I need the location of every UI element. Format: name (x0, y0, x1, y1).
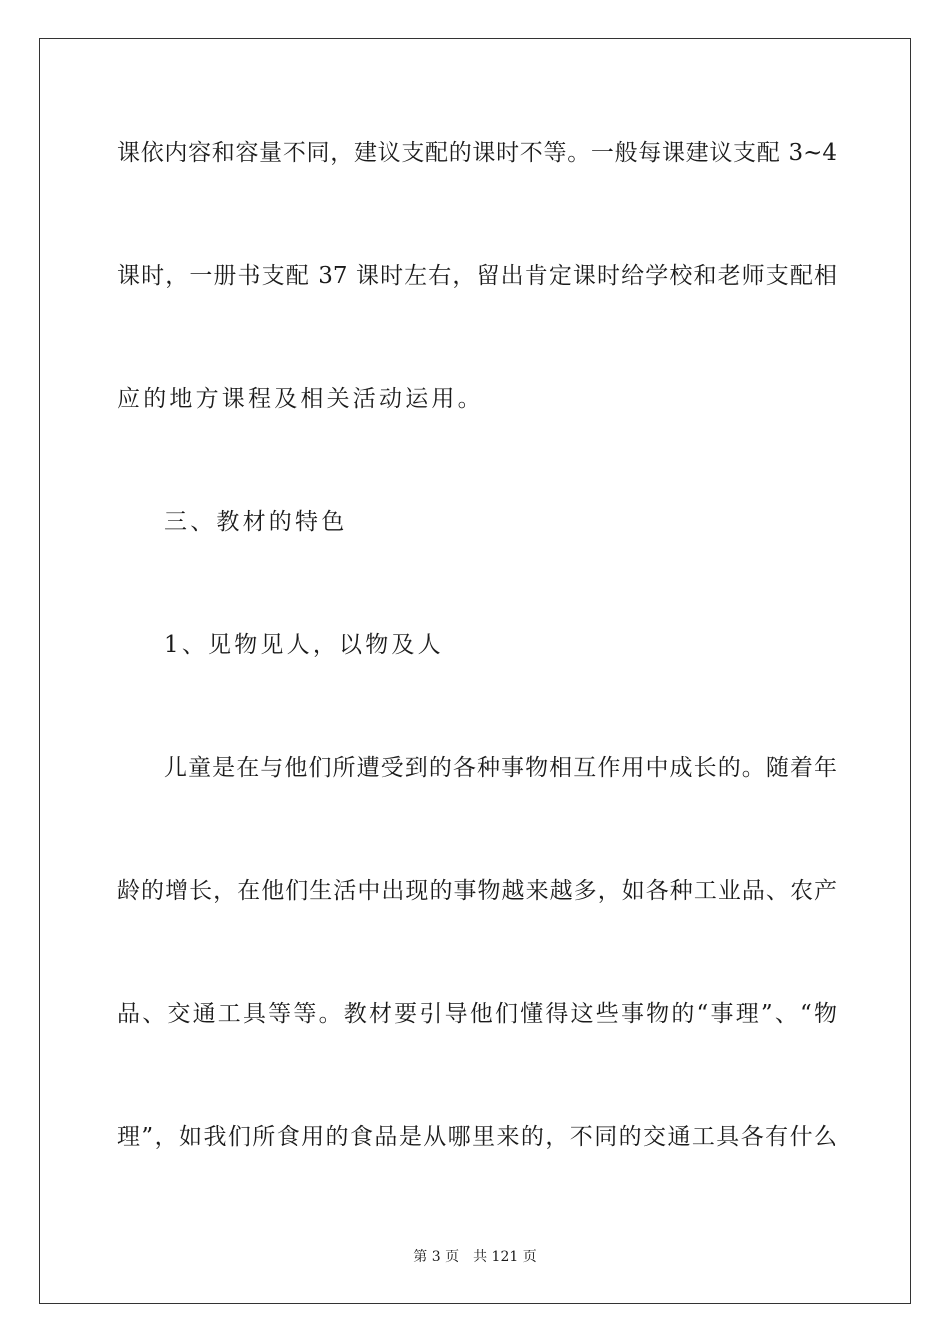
body-line-8: 品、交通工具等等。教材要引导他们懂得这些事物的“事理”、“物 (117, 1001, 837, 1027)
section-heading: 三、教材的特色 (164, 509, 348, 535)
page-footer: 第 3 页 共 121 页 (413, 1249, 537, 1265)
page-border (39, 38, 911, 1304)
body-line-1: 课依内容和容量不同，建议支配的课时不等。一般每课建议支配 3~4 (117, 140, 837, 166)
subsection-heading: 1、见物见人，以物及人 (164, 632, 444, 658)
body-line-2: 课时，一册书支配 37 课时左右，留出肯定课时给学校和老师支配相 (117, 263, 837, 289)
body-line-6: 儿童是在与他们所遭受到的各种事物相互作用中成长的。随着年 (164, 755, 837, 781)
body-line-3: 应的地方课程及相关活动运用。 (117, 386, 484, 412)
body-line-7: 龄的增长，在他们生活中出现的事物越来越多，如各种工业品、农产 (117, 878, 837, 904)
body-line-9: 理”，如我们所食用的食品是从哪里来的，不同的交通工具各有什么 (117, 1124, 837, 1150)
